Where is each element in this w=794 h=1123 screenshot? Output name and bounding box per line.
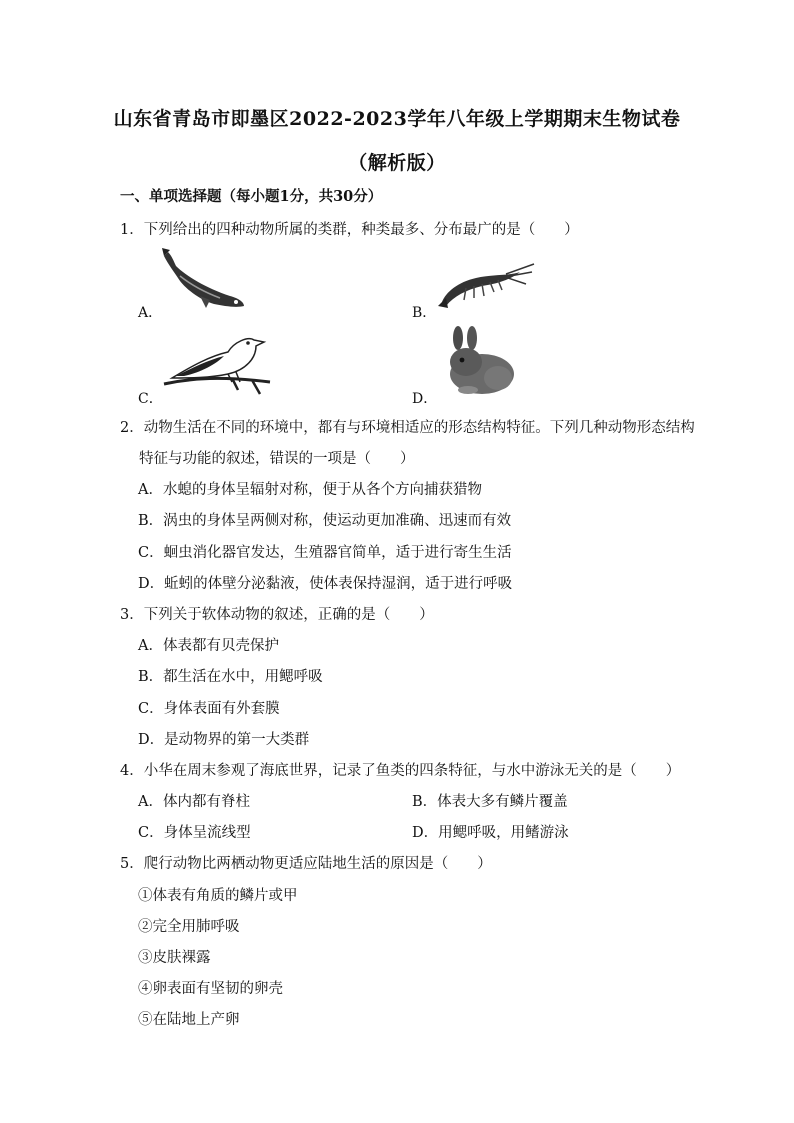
question-4-stem: 4．小华在周末参观了海底世界，记录了鱼类的四条特征，与水中游泳无关的是（ ） [120,763,681,779]
q5-item-1: ①体表有角质的鳞片或甲 [138,888,298,904]
page-subtitle: （解析版） [348,152,446,174]
q1-option-a-label[interactable]: A． [138,305,163,321]
q1-option-b-label[interactable]: B． [412,305,437,321]
q3-option-c[interactable]: C．身体表面有外套膜 [138,701,280,717]
q4-option-a[interactable]: A．体内都有脊柱 [138,794,250,810]
q1-option-d-label[interactable]: D． [412,391,438,407]
question-2-stem-line1: 2．动物生活在不同的环境中，都有与环境相适应的形态结构特征。下列几种动物形态结构 [120,420,695,436]
q4-option-c[interactable]: C．身体呈流线型 [138,825,251,841]
q3-option-a[interactable]: A．体表都有贝壳保护 [138,638,279,654]
q5-item-2: ②完全用肺呼吸 [138,919,240,935]
q2-option-d[interactable]: D．蚯蚓的体壁分泌黏液，使体表保持湿润，适于进行呼吸 [138,576,513,592]
q2-option-b[interactable]: B．涡虫的身体呈两侧对称，使运动更加准确、迅速而有效 [138,513,512,529]
question-2-stem-line2: 特征与功能的叙述，错误的一项是（ ） [139,451,415,467]
fish-icon [160,248,248,312]
q3-option-d[interactable]: D．是动物界的第一大类群 [138,732,310,748]
q5-item-3: ③皮肤裸露 [138,950,211,966]
q4-option-d[interactable]: D．用鳃呼吸，用鳍游泳 [412,825,569,841]
q1-option-c-label[interactable]: C． [138,391,163,407]
q4-option-b[interactable]: B．体表大多有鳞片覆盖 [412,794,568,810]
bird-icon [162,332,272,402]
question-3-stem: 3．下列关于软体动物的叙述，正确的是（ ） [120,607,434,623]
q3-option-b[interactable]: B．都生活在水中，用鳃呼吸 [138,669,323,685]
question-1-stem: 1．下列给出的四种动物所属的类群，种类最多、分布最广的是（ ） [120,222,579,238]
q2-option-a[interactable]: A．水螅的身体呈辐射对称，便于从各个方向捕获猎物 [138,482,482,498]
rabbit-icon [438,326,520,398]
section-heading: 一、单项选择题（每小题1分，共30分） [120,188,383,205]
q5-item-4: ④卵表面有坚韧的卵壳 [138,981,283,997]
q2-option-c[interactable]: C．蛔虫消化器官发达，生殖器官简单，适于进行寄生生活 [138,545,512,561]
question-5-stem: 5．爬行动物比两栖动物更适应陆地生活的原因是（ ） [120,856,492,872]
q5-item-5: ⑤在陆地上产卵 [138,1012,240,1028]
shrimp-icon [436,262,536,308]
page-title: 山东省青岛市即墨区2022-2023学年八年级上学期期末生物试卷 [113,108,681,130]
